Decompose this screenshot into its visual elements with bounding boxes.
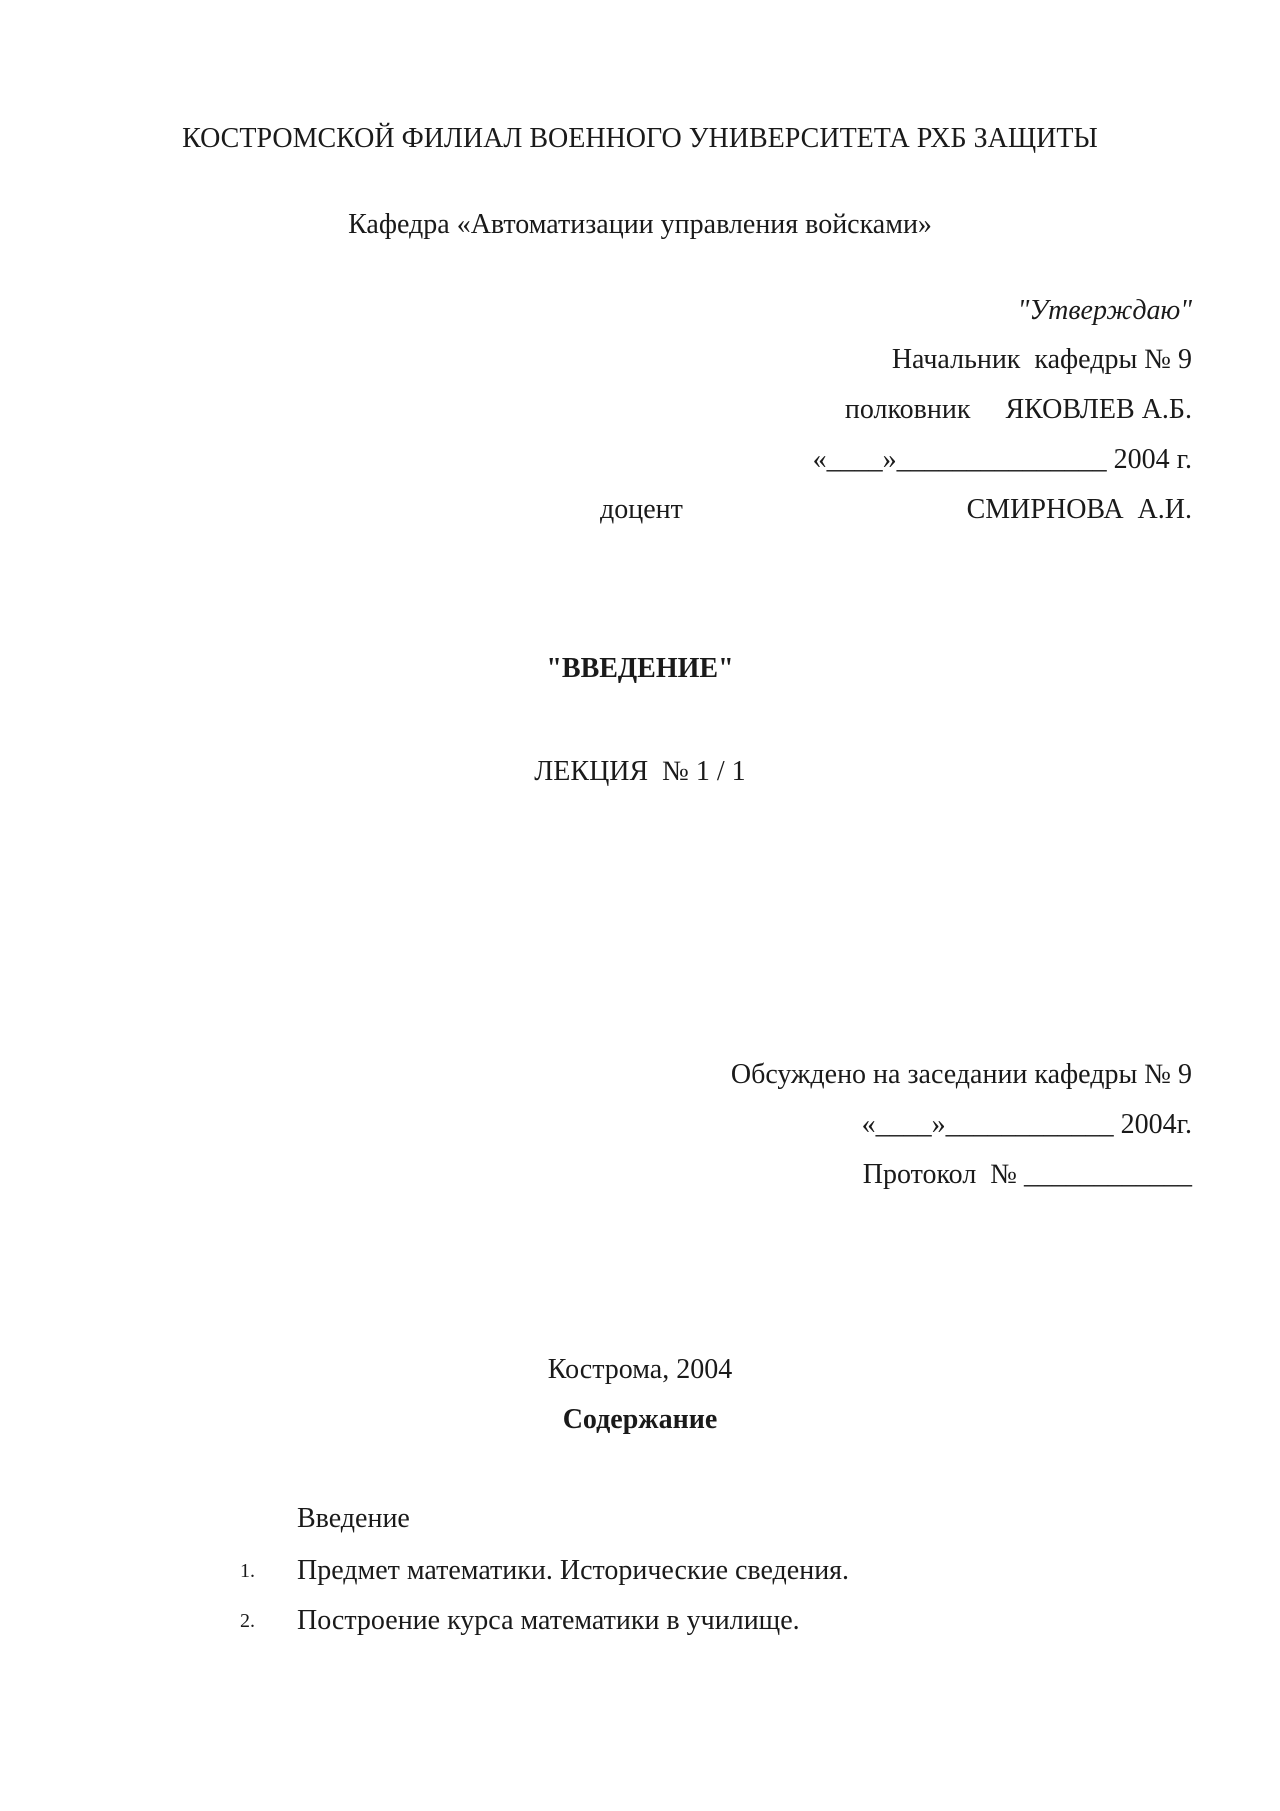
- contents-heading: Содержание: [562, 1404, 718, 1435]
- contents-item-number: 1.: [240, 1560, 255, 1582]
- author-name: СМИРНОВА А.И.: [966, 494, 1192, 525]
- city-year: Кострома, 2004: [547, 1354, 733, 1385]
- lecture-topic: "ВВЕДЕНИЕ": [546, 653, 734, 684]
- discussion-line: Обсуждено на заседании кафедры № 9: [730, 1059, 1192, 1090]
- approval-title: "Утверждаю": [1017, 295, 1192, 326]
- contents-item-text: Построение курса математики в училище.: [297, 1605, 800, 1636]
- approval-position: Начальник кафедры № 9: [891, 344, 1192, 375]
- contents-item-text: Предмет математики. Исторические сведения.: [297, 1555, 850, 1586]
- contents-item-number: 2.: [240, 1610, 255, 1632]
- author-title: доцент: [600, 494, 683, 525]
- protocol-line: Протокол № ____________: [862, 1159, 1192, 1190]
- contents-intro: Введение: [297, 1503, 410, 1534]
- approval-rank-name: полковник ЯКОВЛЕВ А.Б.: [844, 394, 1192, 425]
- discussion-date-line: «____»____________ 2004г.: [861, 1109, 1192, 1140]
- institution-title: КОСТРОМСКОЙ ФИЛИАЛ ВОЕННОГО УНИВЕРСИТЕТА РХБ ЗАЩИТЫ: [182, 123, 1098, 154]
- department-title: Кафедра «Автоматизации управления войсками»: [348, 209, 932, 240]
- lecture-number: ЛЕКЦИЯ № 1 / 1: [534, 756, 746, 787]
- approval-date-line: «____»_______________ 2004 г.: [812, 444, 1192, 475]
